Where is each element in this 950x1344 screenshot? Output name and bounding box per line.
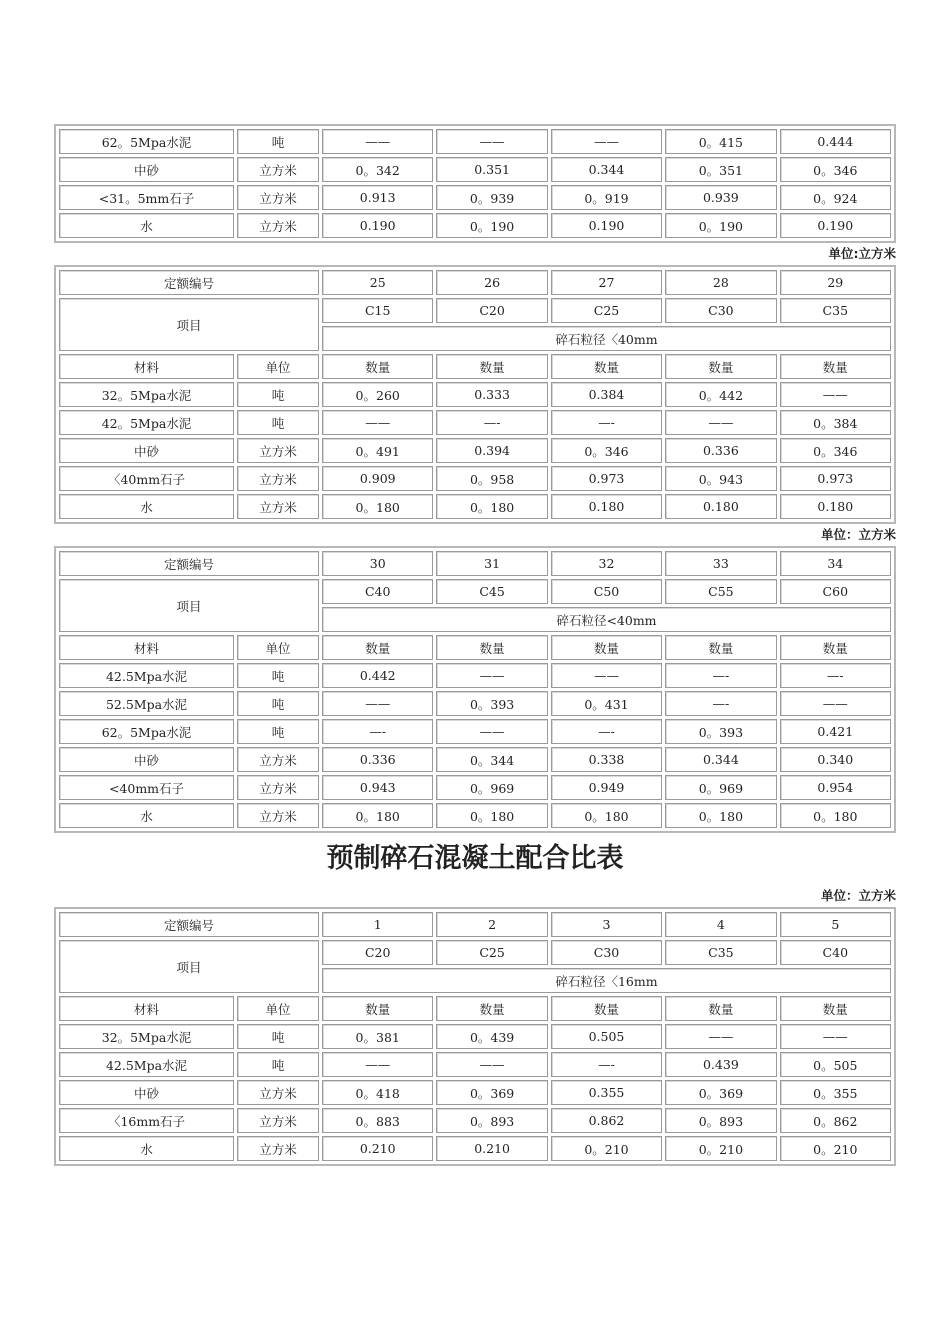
unit-cell: 吨 — [237, 410, 319, 435]
item-label-cell: 项目 — [59, 298, 319, 351]
quantity-header-cell: 数量 — [551, 354, 662, 379]
table-row — [59, 1108, 891, 1133]
quantity-cell: 0。381 — [322, 1024, 433, 1049]
mix-ratio-table — [54, 265, 896, 524]
unit-cell: 立方米 — [237, 803, 319, 828]
grade-cell: C55 — [665, 579, 776, 604]
quota-number-cell: 28 — [665, 270, 776, 295]
material-cell: 42。5Mpa水泥 — [59, 410, 234, 435]
unit-header-cell: 单位 — [237, 996, 319, 1021]
unit-cell: 吨 — [237, 663, 319, 688]
quantity-cell: 0。893 — [436, 1108, 547, 1133]
quantity-cell: 0。180 — [780, 803, 891, 828]
quantity-cell: —— — [436, 719, 547, 744]
grade-row — [59, 298, 891, 323]
quantity-cell: 0。415 — [665, 129, 776, 154]
quantity-cell: 0.442 — [322, 663, 433, 688]
table-row — [59, 1052, 891, 1077]
unit-cell: 吨 — [237, 129, 319, 154]
quantity-cell: 0。346 — [780, 157, 891, 182]
quantity-cell: 0。384 — [780, 410, 891, 435]
quantity-cell: 0.444 — [780, 129, 891, 154]
table-row — [59, 803, 891, 828]
grade-cell: C20 — [322, 940, 433, 965]
quantity-header-cell: 数量 — [322, 996, 433, 1021]
quantity-cell: 0。439 — [436, 1024, 547, 1049]
quantity-header-cell: 数量 — [436, 635, 547, 660]
material-header-cell: 材料 — [59, 635, 234, 660]
quantity-cell: 0。505 — [780, 1052, 891, 1077]
grade-cell: C60 — [780, 579, 891, 604]
quantity-cell: 0。939 — [436, 185, 547, 210]
quantity-cell: 0.421 — [780, 719, 891, 744]
quantity-cell: 0.190 — [551, 213, 662, 238]
grade-cell: C25 — [551, 298, 662, 323]
quota-number-cell: 30 — [322, 551, 433, 576]
material-cell: 32。5Mpa水泥 — [59, 382, 234, 407]
table-section — [54, 124, 896, 243]
quantity-cell: 0.180 — [551, 494, 662, 519]
material-cell: 42.5Mpa水泥 — [59, 663, 234, 688]
quantity-cell: 0。355 — [780, 1080, 891, 1105]
quantity-cell: —— — [322, 129, 433, 154]
quantity-header-cell: 数量 — [322, 354, 433, 379]
material-cell: 32。5Mpa水泥 — [59, 1024, 234, 1049]
column-header-row — [59, 354, 891, 379]
quota-number-cell: 25 — [322, 270, 433, 295]
unit-label: 单位：立方米 — [820, 527, 896, 542]
grade-cell: C30 — [551, 940, 662, 965]
quantity-cell: 0.394 — [436, 438, 547, 463]
quantity-cell: —- — [665, 691, 776, 716]
quantity-cell: 0。180 — [436, 803, 547, 828]
column-header-row — [59, 635, 891, 660]
quota-number-cell: 5 — [780, 912, 891, 937]
material-cell: 水 — [59, 494, 234, 519]
item-label-cell: 项目 — [59, 579, 319, 632]
table-row — [59, 1136, 891, 1161]
quantity-cell: —- — [551, 719, 662, 744]
quota-number-cell: 33 — [665, 551, 776, 576]
quota-number-cell: 2 — [436, 912, 547, 937]
quantity-cell: 0。919 — [551, 185, 662, 210]
quantity-cell: 0。893 — [665, 1108, 776, 1133]
quantity-cell: 0。369 — [436, 1080, 547, 1105]
table-row — [59, 410, 891, 435]
quantity-header-cell: 数量 — [436, 354, 547, 379]
quantity-cell: 0.180 — [780, 494, 891, 519]
material-cell: 62。5Mpa水泥 — [59, 129, 234, 154]
material-cell: <40mm石子 — [59, 775, 234, 800]
quantity-cell: 0.180 — [665, 494, 776, 519]
unit-label: 单位：立方米 — [820, 888, 896, 903]
mix-ratio-table — [54, 907, 896, 1166]
material-cell: 中砂 — [59, 747, 234, 772]
unit-header-cell: 单位 — [237, 635, 319, 660]
quota-number-row — [59, 270, 891, 295]
table-section — [54, 833, 896, 1166]
quantity-cell: 0。958 — [436, 466, 547, 491]
quantity-cell: 0。418 — [322, 1080, 433, 1105]
table-row — [59, 185, 891, 210]
table-row — [59, 719, 891, 744]
quantity-header-cell: 数量 — [551, 996, 662, 1021]
unit-cell: 吨 — [237, 1024, 319, 1049]
quantity-cell: 0.973 — [551, 466, 662, 491]
unit-cell: 立方米 — [237, 213, 319, 238]
quantity-cell: —- — [551, 1052, 662, 1077]
material-cell: 中砂 — [59, 1080, 234, 1105]
quantity-cell: —— — [551, 129, 662, 154]
quantity-cell: —— — [436, 1052, 547, 1077]
document-page — [54, 124, 896, 1166]
table-row — [59, 382, 891, 407]
quantity-cell: 0.505 — [551, 1024, 662, 1049]
table-row — [59, 691, 891, 716]
quantity-cell: 0.351 — [436, 157, 547, 182]
quantity-header-cell: 数量 — [322, 635, 433, 660]
quantity-cell: 0。431 — [551, 691, 662, 716]
quantity-cell: —— — [665, 410, 776, 435]
quantity-cell: 0。351 — [665, 157, 776, 182]
grade-cell: C50 — [551, 579, 662, 604]
unit-cell: 立方米 — [237, 1136, 319, 1161]
quantity-cell: 0.384 — [551, 382, 662, 407]
quantity-cell: 0.949 — [551, 775, 662, 800]
quantity-cell: 0。924 — [780, 185, 891, 210]
quantity-cell: 0.338 — [551, 747, 662, 772]
quantity-cell: 0。393 — [665, 719, 776, 744]
aggregate-cell: 碎石粒径〈40mm — [322, 326, 891, 351]
table-row — [59, 213, 891, 238]
item-label-cell: 项目 — [59, 940, 319, 993]
column-header-row — [59, 996, 891, 1021]
quota-number-cell: 32 — [551, 551, 662, 576]
quantity-cell: 0.210 — [322, 1136, 433, 1161]
quantity-cell: 0.973 — [780, 466, 891, 491]
quantity-cell: 0.862 — [551, 1108, 662, 1133]
quota-number-cell: 29 — [780, 270, 891, 295]
quantity-header-cell: 数量 — [780, 354, 891, 379]
table-section — [54, 524, 896, 833]
quantity-cell: 0。344 — [436, 747, 547, 772]
table-section — [54, 243, 896, 524]
quota-number-row — [59, 912, 891, 937]
grade-cell: C40 — [322, 579, 433, 604]
unit-cell: 立方米 — [237, 494, 319, 519]
quantity-cell: 0.336 — [665, 438, 776, 463]
quantity-cell: —- — [665, 663, 776, 688]
grade-cell: C20 — [436, 298, 547, 323]
material-cell: 水 — [59, 1136, 234, 1161]
quantity-cell: 0。190 — [436, 213, 547, 238]
unit-cell: 吨 — [237, 691, 319, 716]
quota-number-cell: 3 — [551, 912, 662, 937]
material-cell: 中砂 — [59, 157, 234, 182]
quantity-cell: 0。393 — [436, 691, 547, 716]
material-header-cell: 材料 — [59, 354, 234, 379]
quota-number-cell: 31 — [436, 551, 547, 576]
unit-cell: 立方米 — [237, 438, 319, 463]
unit-header-cell: 单位 — [237, 354, 319, 379]
quantity-header-cell: 数量 — [780, 996, 891, 1021]
quantity-cell: 0.939 — [665, 185, 776, 210]
table-row — [59, 775, 891, 800]
grade-row — [59, 940, 891, 965]
quota-number-cell: 4 — [665, 912, 776, 937]
table-row — [59, 466, 891, 491]
unit-cell: 立方米 — [237, 1080, 319, 1105]
quantity-cell: 0。969 — [436, 775, 547, 800]
quota-number-row — [59, 551, 891, 576]
quantity-cell: 0.210 — [436, 1136, 547, 1161]
unit-cell: 立方米 — [237, 185, 319, 210]
quantity-cell: —— — [551, 663, 662, 688]
quota-label-cell: 定额编号 — [59, 270, 319, 295]
quantity-cell: 0.439 — [665, 1052, 776, 1077]
quantity-cell: 0.344 — [551, 157, 662, 182]
material-cell: 中砂 — [59, 438, 234, 463]
quantity-cell: 0。260 — [322, 382, 433, 407]
mix-ratio-table — [54, 546, 896, 833]
quantity-header-cell: 数量 — [436, 996, 547, 1021]
quota-number-cell: 27 — [551, 270, 662, 295]
grade-cell: C15 — [322, 298, 433, 323]
quantity-cell: —— — [780, 382, 891, 407]
grade-cell: C35 — [780, 298, 891, 323]
quantity-cell: —- — [436, 410, 547, 435]
material-header-cell: 材料 — [59, 996, 234, 1021]
quantity-cell: 0.355 — [551, 1080, 662, 1105]
quantity-cell: 0.333 — [436, 382, 547, 407]
quantity-cell: 0。210 — [665, 1136, 776, 1161]
quantity-header-cell: 数量 — [665, 354, 776, 379]
material-cell: 〈16mm石子 — [59, 1108, 234, 1133]
quantity-cell: 0。210 — [551, 1136, 662, 1161]
quantity-cell: 0。180 — [322, 803, 433, 828]
unit-cell: 立方米 — [237, 775, 319, 800]
quantity-header-cell: 数量 — [551, 635, 662, 660]
quantity-cell: —— — [322, 410, 433, 435]
material-cell: 〈40mm石子 — [59, 466, 234, 491]
quantity-cell: 0。180 — [665, 803, 776, 828]
quantity-cell: 0.190 — [780, 213, 891, 238]
table-row — [59, 494, 891, 519]
quantity-cell: 0.943 — [322, 775, 433, 800]
grade-cell: C35 — [665, 940, 776, 965]
material-cell: 水 — [59, 213, 234, 238]
aggregate-cell: 碎石粒径<40mm — [322, 607, 891, 632]
material-cell: 42.5Mpa水泥 — [59, 1052, 234, 1077]
quantity-cell: 0。346 — [780, 438, 891, 463]
quantity-cell: 0。190 — [665, 213, 776, 238]
quantity-cell: —— — [780, 1024, 891, 1049]
table-row — [59, 1024, 891, 1049]
quantity-cell: 0。943 — [665, 466, 776, 491]
quantity-cell: —— — [322, 1052, 433, 1077]
quantity-header-cell: 数量 — [780, 635, 891, 660]
unit-label: 单位:立方米 — [828, 246, 896, 261]
unit-cell: 立方米 — [237, 1108, 319, 1133]
material-cell: 水 — [59, 803, 234, 828]
quantity-cell: 0.344 — [665, 747, 776, 772]
table-row — [59, 747, 891, 772]
material-cell: <31。5mm石子 — [59, 185, 234, 210]
quantity-cell: —- — [322, 719, 433, 744]
quantity-cell: 0。969 — [665, 775, 776, 800]
quantity-cell: 0。346 — [551, 438, 662, 463]
quantity-cell: —— — [665, 1024, 776, 1049]
quota-number-cell: 1 — [322, 912, 433, 937]
table-row — [59, 129, 891, 154]
unit-cell: 立方米 — [237, 157, 319, 182]
unit-cell: 立方米 — [237, 747, 319, 772]
quota-label-cell: 定额编号 — [59, 912, 319, 937]
material-cell: 52.5Mpa水泥 — [59, 691, 234, 716]
quantity-cell: 0.190 — [322, 213, 433, 238]
quantity-header-cell: 数量 — [665, 996, 776, 1021]
table-row — [59, 157, 891, 182]
quantity-cell: 0。180 — [322, 494, 433, 519]
quantity-cell: —— — [436, 129, 547, 154]
quantity-cell: —- — [551, 410, 662, 435]
quantity-cell: 0.954 — [780, 775, 891, 800]
quota-number-cell: 34 — [780, 551, 891, 576]
quantity-cell: 0。862 — [780, 1108, 891, 1133]
quantity-cell: —- — [780, 663, 891, 688]
quantity-cell: —— — [322, 691, 433, 716]
grade-cell: C30 — [665, 298, 776, 323]
table-row — [59, 438, 891, 463]
quota-label-cell: 定额编号 — [59, 551, 319, 576]
quantity-cell: 0.909 — [322, 466, 433, 491]
grade-row — [59, 579, 891, 604]
unit-cell: 吨 — [237, 382, 319, 407]
quantity-cell: 0.336 — [322, 747, 433, 772]
grade-cell: C25 — [436, 940, 547, 965]
aggregate-cell: 碎石粒径〈16mm — [322, 968, 891, 993]
quota-number-cell: 26 — [436, 270, 547, 295]
quantity-cell: 0。369 — [665, 1080, 776, 1105]
unit-cell: 吨 — [237, 1052, 319, 1077]
table-row — [59, 663, 891, 688]
quantity-cell: 0。491 — [322, 438, 433, 463]
grade-cell: C40 — [780, 940, 891, 965]
unit-cell: 吨 — [237, 719, 319, 744]
unit-cell: 立方米 — [237, 466, 319, 491]
table-row — [59, 1080, 891, 1105]
quantity-header-cell: 数量 — [665, 635, 776, 660]
mix-ratio-table — [54, 124, 896, 243]
quantity-cell: 0。180 — [551, 803, 662, 828]
quantity-cell: 0。210 — [780, 1136, 891, 1161]
section-title: 预制碎石混凝土配合比表 — [326, 843, 624, 874]
quantity-cell: 0。342 — [322, 157, 433, 182]
quantity-cell: 0。180 — [436, 494, 547, 519]
material-cell: 62。5Mpa水泥 — [59, 719, 234, 744]
quantity-cell: —— — [436, 663, 547, 688]
quantity-cell: 0.340 — [780, 747, 891, 772]
quantity-cell: 0.913 — [322, 185, 433, 210]
quantity-cell: 0。883 — [322, 1108, 433, 1133]
quantity-cell: 0。442 — [665, 382, 776, 407]
quantity-cell: —— — [780, 691, 891, 716]
grade-cell: C45 — [436, 579, 547, 604]
